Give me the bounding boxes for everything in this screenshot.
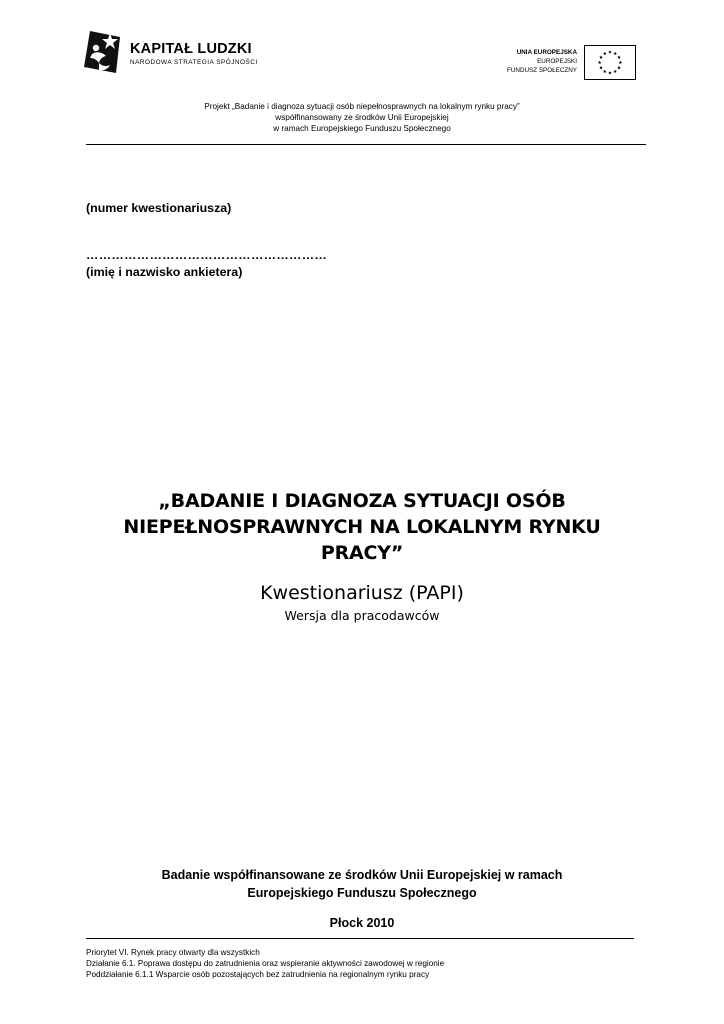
eu-logo-text — [507, 48, 577, 75]
questionnaire-number-label: (numer kwestionariusza) — [86, 201, 232, 215]
project-description — [0, 101, 724, 134]
footer-divider — [86, 938, 634, 939]
document-version: Wersja dla pracodawców — [284, 608, 440, 623]
eu-star-icon — [617, 66, 621, 69]
eu-star-icon — [608, 50, 612, 53]
eu-logo-line2: EUROPEJSKI — [537, 58, 577, 65]
eu-star-icon — [598, 61, 602, 64]
project-line-2: współfinansowany ze środków Unii Europejskiej — [275, 113, 449, 122]
eu-logo-line1: UNIA EUROPEJSKA — [516, 49, 577, 56]
funding-line-2: Europejskiego Funduszu Społecznego — [247, 886, 477, 900]
eu-star-icon — [599, 66, 603, 69]
header-divider — [86, 144, 646, 145]
kapital-ludzki-subtitle: NARODOWA STRATEGIA SPÓJNOŚCI — [130, 59, 258, 66]
priority-info — [86, 947, 444, 980]
funding-line-1: Badanie współfinansowane ze środków Unii Europejskiej w ramach — [161, 868, 563, 882]
eu-star-icon — [603, 52, 607, 55]
title-line-2: NIEPEŁNOSPRAWNYCH NA LOKALNYM RYNKU — [123, 516, 601, 538]
document-subtitle: Kwestionariusz (PAPI) — [260, 582, 464, 604]
city-year: Płock 2010 — [329, 916, 395, 930]
eu-star-icon — [603, 70, 607, 73]
eu-flag-icon — [584, 45, 636, 80]
document-title — [86, 488, 638, 566]
eu-star-icon — [613, 52, 617, 55]
title-line-1: „BADANIE I DIAGNOZA SYTUACJI OSÓB — [158, 490, 566, 512]
priority-line: Priorytet VI. Rynek pracy otwarty dla wszystkich — [86, 948, 260, 957]
interviewer-name-field: ………………………………………………… — [86, 248, 328, 262]
funding-statement — [0, 866, 724, 902]
measure-line: Działanie 6.1. Poprawa dostępu do zatrudnienia oraz wspieranie aktywności zawodowej w regionie — [86, 959, 445, 968]
submeasure-line: Poddziałanie 6.1.1 Wsparcie osób pozostających bez zatrudnienia na regionalnym rynku pracy — [86, 970, 430, 979]
kapital-ludzki-title: KAPITAŁ LUDZKI — [130, 41, 252, 57]
eu-star-icon — [599, 55, 603, 58]
eu-star-icon — [613, 70, 617, 73]
kapital-ludzki-logo — [80, 27, 280, 77]
project-line-1: Projekt „Badanie i diagnoza sytuacji osób niepełnosprawnych na lokalnym rynku pracy” — [204, 102, 520, 111]
kapital-ludzki-emblem-icon — [80, 27, 124, 77]
title-line-3: PRACY” — [320, 542, 404, 564]
interviewer-name-label: (imię i nazwisko ankietera) — [86, 265, 243, 279]
eu-star-icon — [619, 61, 623, 64]
eu-logo-line3: FUNDUSZ SPOŁECZNY — [507, 67, 577, 74]
eu-star-icon — [608, 71, 612, 74]
eu-star-icon — [617, 55, 621, 58]
project-line-3: w ramach Europejskiego Funduszu Społecznego — [273, 124, 451, 133]
